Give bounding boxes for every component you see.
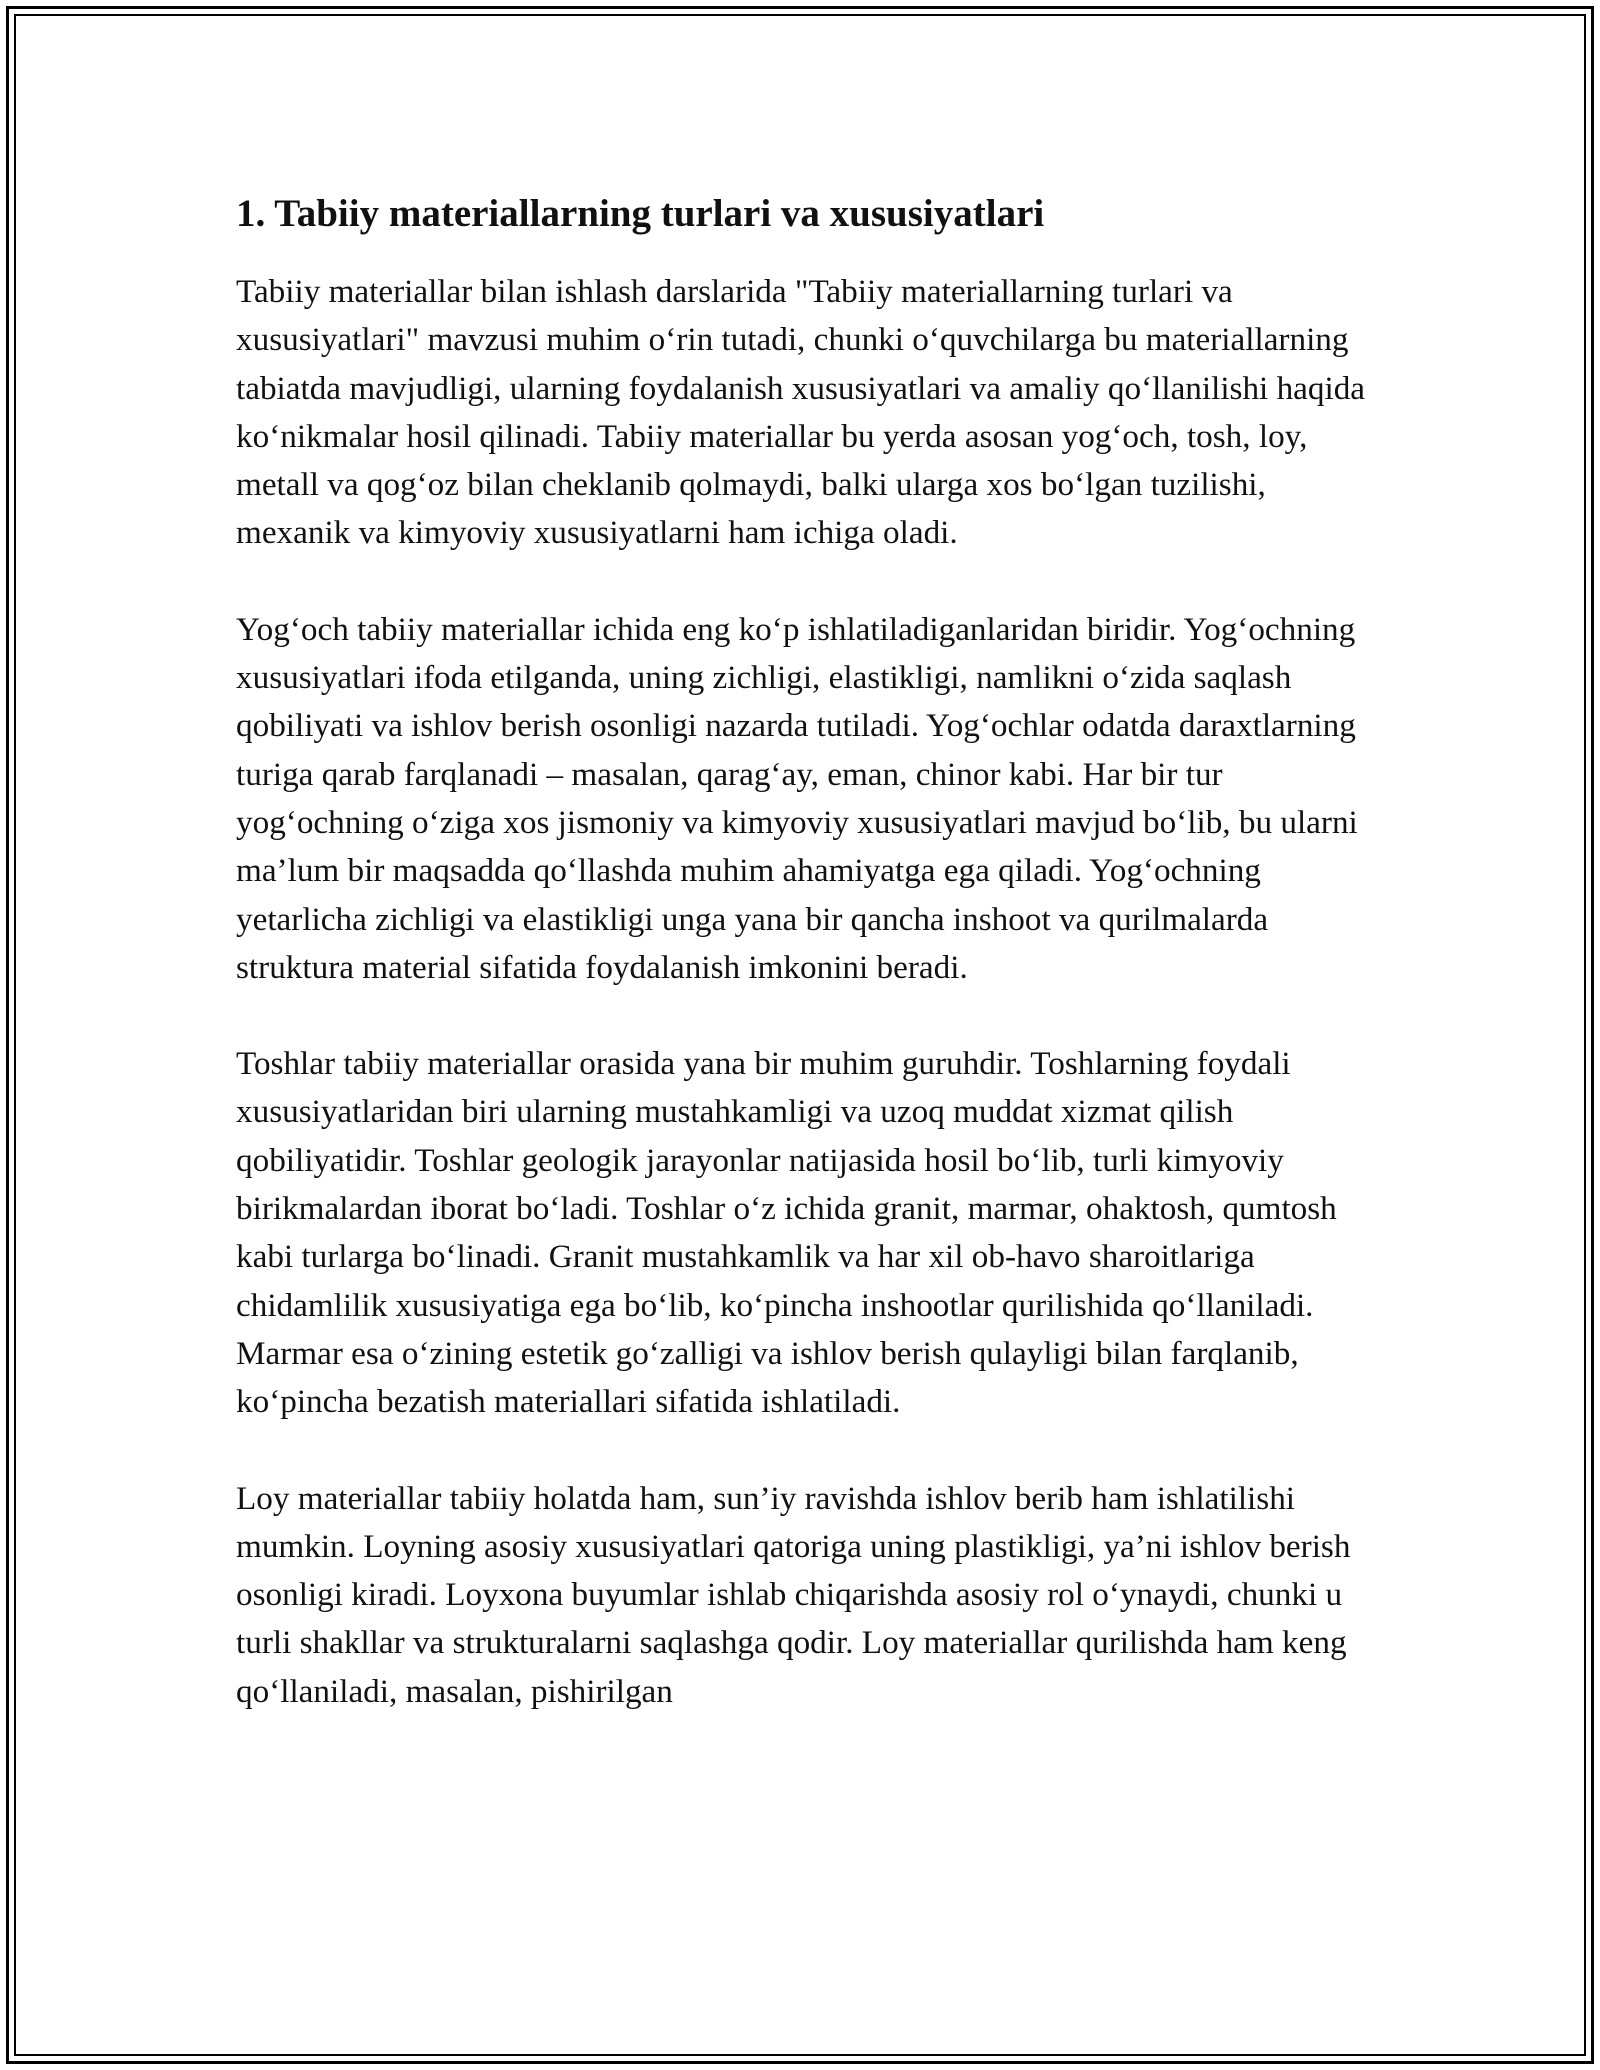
paragraph-stone: Toshlar tabiiy materiallar orasida yana bir muhim guruhdir. Toshlarning foydali xususiyatlaridan biri ularning mustahkamligi va uzoq muddat xizmat qilish qobiliyatidir. Toshlar geologik jarayonlar natijasida hosil bo‘lib, turli kimyoviy birikmalardan iborat bo‘ladi. Toshlar o‘z ichida granit, marmar, ohaktosh, qumtosh kabi turlarga bo‘linadi. Granit mustahkamlik va har xil ob-havo sharoitlariga chidamlilik xususiyatiga ega bo‘lib, ko‘pincha inshootlar qurilishida qo‘llaniladi. Marmar esa o‘zining estetik go‘zalligi va ishlov berish qulayligi bilan farqlanib, ko‘pincha bezatish materiallari sifatida ishlatiladi. <box>236 1045 1337 1421</box>
paragraph-intro: Tabiiy materiallar bilan ishlash darslarida "Tabiiy materiallarning turlari va xususiyatlari" mavzusi muhim o‘rin tutadi, chunki o‘quvchilarga bu materiallarning tabiatda mavjudligi, ularning foydalanish xususiyatlari va amaliy qo‘llanilishi haqida ko‘nikmalar hosil qilinadi. Tabiiy materiallar bu yerda asosan yog‘och, tosh, loy, metall va qog‘oz bilan cheklanib qolmaydi, balki ularga xos bo‘lgan tuzilishi, mexanik va kimyoviy xususiyatlarni ham ichiga oladi. <box>236 273 1366 552</box>
document-body <box>236 186 1376 1716</box>
paragraph-clay: Loy materiallar tabiiy holatda ham, sun’iy ravishda ishlov berib ham ishlatilishi mumkin. Loyning asosiy xususiyatlari qatoriga uning plastikligi, ya’ni ishlov berish osonligi kiradi. Loyxona buyumlar ishlab chiqarishda asosiy rol o‘ynaydi, chunki u turli shakllar va strukturalarni saqlashga qodir. Loy materiallar qurilishda ham keng qo‘llaniladi, masalan, pishirilgan <box>236 1479 1351 1710</box>
paragraph-wood: Yog‘och tabiiy materiallar ichida eng ko‘p ishlatiladiganlaridan biridir. Yog‘ochning xususiyatlari ifoda etilganda, uning zichligi, elastikligi, namlikni o‘zida saqlash qobiliyati va ishlov berish osonligi nazarda tutiladi. Yog‘ochlar odatda daraxtlarning turiga qarab farqlanadi – masalan, qarag‘ay, eman, chinor kabi. Har bir tur yog‘ochning o‘ziga xos jismoniy va kimyoviy xususiyatlari mavjud bo‘lib, bu ularni ma’lum bir maqsadda qo‘llashda muhim ahamiyatga ega qiladi. Yog‘ochning yetarlicha zichligi va elastikligi unga yana bir qancha inshoot va qurilmalarda struktura material sifatida foydalanish imkonini beradi. <box>236 610 1358 986</box>
section-heading: 1. Tabiiy materiallarning turlari va xususiyatlari <box>236 192 1045 235</box>
